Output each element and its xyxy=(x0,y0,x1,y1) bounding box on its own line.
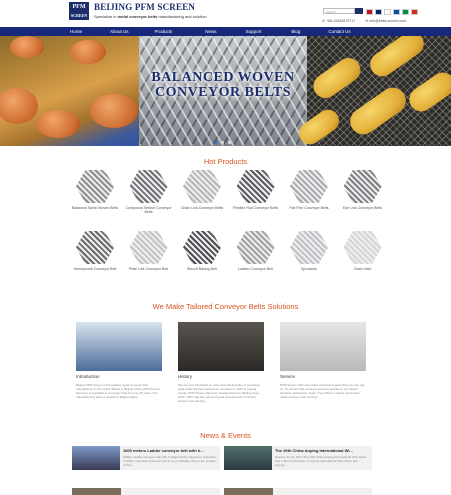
hero-slider[interactable] xyxy=(0,36,451,146)
hero-image-buns xyxy=(0,36,147,146)
product-label[interactable]: Balanced Spiral Woven Belts xyxy=(71,206,119,210)
slider-dots xyxy=(214,141,231,144)
search-button[interactable] xyxy=(355,8,363,14)
balanced-spiral-belt-icon[interactable] xyxy=(76,170,114,203)
hero-image-crackers xyxy=(307,36,451,146)
product-card[interactable] xyxy=(68,231,122,271)
cracker-shape xyxy=(405,68,451,116)
compound-weave-belt-icon[interactable] xyxy=(130,170,168,203)
nav-support[interactable]: Support xyxy=(245,29,262,34)
solution-image[interactable] xyxy=(280,322,366,371)
bun-shape xyxy=(10,36,44,58)
biscuit-baking-belt-icon[interactable] xyxy=(183,231,221,264)
product-card[interactable] xyxy=(68,170,122,210)
news-title: News & Events xyxy=(200,431,251,440)
bun-shape xyxy=(0,88,38,124)
flexible-rod-belt-icon[interactable] xyxy=(237,170,275,203)
slider-dot[interactable] xyxy=(214,141,217,144)
product-card[interactable] xyxy=(282,231,336,271)
eye-link-belt-icon[interactable] xyxy=(344,170,382,203)
flat-flex-belt-icon[interactable] xyxy=(290,170,328,203)
nav-contact-us[interactable]: Contact Us xyxy=(328,29,351,34)
solution-title[interactable]: Service xyxy=(280,374,296,379)
product-card[interactable] xyxy=(122,231,176,271)
company-logo[interactable] xyxy=(69,2,89,20)
language-flag-icon[interactable] xyxy=(393,9,400,15)
hero-banner xyxy=(139,62,307,108)
bun-shape xyxy=(36,110,80,138)
search-input[interactable]: Search xyxy=(323,8,355,14)
solution-card[interactable] xyxy=(178,322,264,403)
solution-card[interactable] xyxy=(280,322,366,399)
product-label[interactable]: Compound Weave Conveyor Belts xyxy=(125,206,172,215)
cracker-shape xyxy=(345,83,411,140)
news-summary: October 22-24, 2020 The 20th China Anping International Wire Mesh Fair I. Brief introduction of Anping International Wire Mesh Fair Anping... xyxy=(274,455,367,467)
product-label[interactable]: Flexible Rod Conveyor Belts xyxy=(232,206,279,210)
solution-title[interactable]: History xyxy=(178,374,193,379)
chain-links-icon[interactable] xyxy=(344,231,382,264)
product-card[interactable] xyxy=(229,170,283,210)
product-label[interactable]: Ladder Conveyor Belt xyxy=(238,267,273,271)
email-link[interactable]: ✉ info@belts-screen.com xyxy=(365,19,407,23)
tagline: Specialize in metal conveyor belts manufacturing and solution xyxy=(94,14,207,19)
product-card[interactable] xyxy=(122,170,176,215)
nav-about-us[interactable]: About Us xyxy=(110,29,129,34)
plate-link-belt-icon[interactable] xyxy=(130,231,168,264)
language-flag-icon[interactable] xyxy=(366,9,373,15)
product-label[interactable]: Honeycomb Conveyor Belt xyxy=(73,267,117,271)
product-label[interactable]: Eye Link Conveyor Belts xyxy=(342,206,383,210)
news-item[interactable] xyxy=(72,446,220,470)
product-label[interactable]: Chain Link Conveyor Belts xyxy=(180,206,224,210)
news-title-link[interactable]: 1000 meters Ladder conveyor belt with Ir... xyxy=(122,448,204,453)
solution-text: PFM Screen offers first class technical support that you can rely on. To ensure that conveyor systems operate to our clients' absolute satisfaction, Team (Yes) offers a variety of premium metal conveyor belt services. xyxy=(280,383,365,399)
product-label[interactable]: Chain links xyxy=(353,267,372,271)
news-thumbnail[interactable] xyxy=(72,446,120,470)
product-card[interactable] xyxy=(175,231,229,271)
site-header xyxy=(0,0,451,27)
solutions-title: We Make Tailored Conveyor Belts Solutions xyxy=(152,302,299,311)
solution-card[interactable] xyxy=(76,322,162,399)
product-card[interactable] xyxy=(229,231,283,271)
bun-shape xyxy=(70,40,106,64)
language-flag-icon[interactable] xyxy=(384,9,391,15)
news-thumbnail[interactable] xyxy=(72,488,121,495)
language-flag-icon[interactable] xyxy=(375,9,382,15)
product-label[interactable]: Flat Flex Conveyor Belts xyxy=(289,206,329,210)
solution-image[interactable] xyxy=(76,322,162,371)
nav-home[interactable]: Home xyxy=(70,29,83,34)
product-card[interactable] xyxy=(282,170,336,210)
slider-dot[interactable] xyxy=(228,141,231,144)
contact-info xyxy=(322,19,406,23)
cracker-shape xyxy=(309,53,365,102)
product-card[interactable] xyxy=(336,231,390,271)
solution-image[interactable] xyxy=(178,322,264,371)
language-flag-icon[interactable] xyxy=(402,9,409,15)
language-flag-icon[interactable] xyxy=(411,9,418,15)
news-item[interactable] xyxy=(224,446,372,470)
slider-dot[interactable] xyxy=(221,141,224,144)
solution-title[interactable]: Introduction xyxy=(76,374,100,379)
product-label[interactable]: Biscuit Baking Belt xyxy=(187,267,217,271)
chain-link-belt-icon[interactable] xyxy=(183,170,221,203)
brand-name: BEIJING PFM SCREEN xyxy=(94,2,196,12)
main-nav xyxy=(0,27,451,36)
hero-title-line1: BALANCED WOVEN xyxy=(151,70,295,85)
solution-text: We are very fond back on more than 20 decades of seamless steel chain link belt experience. Founded in 1997 in Anping county, PFM Screen has been headquartered in Beijing since 2012. 1997 was the period of great development in China's electric and catering. xyxy=(178,383,260,403)
product-card[interactable] xyxy=(175,170,229,210)
bun-shape xyxy=(90,94,138,128)
sprockets-icon[interactable] xyxy=(290,231,328,264)
news-thumbnail[interactable] xyxy=(224,446,272,470)
hero-title-line2: CONVEYOR BELTS xyxy=(154,85,292,100)
solution-text: Beijing PFM Screen is the leading metal conveyor belt manufacturer in the world. Based in Beijing China, PFM Screen has been a specialist in conveyor belts for over 20 years. Our manufacturing plant is located in Beijing Hebei. xyxy=(76,383,161,399)
product-label[interactable]: Sprockets xyxy=(301,267,317,271)
product-card[interactable] xyxy=(336,170,390,210)
news-item[interactable] xyxy=(72,488,220,495)
logo-subtext: SCREEN xyxy=(70,13,88,18)
honeycomb-belt-icon[interactable] xyxy=(76,231,114,264)
nav-products[interactable]: Products xyxy=(154,29,173,34)
nav-blog[interactable]: Blog xyxy=(291,29,301,34)
cracker-shape xyxy=(366,36,429,81)
nav-news[interactable]: News xyxy=(205,29,217,34)
news-title-link[interactable]: The 20th China Anping International Wi... xyxy=(274,448,353,453)
hot-products-title: Hot Products xyxy=(203,157,248,166)
news-summary: 1000m Ladder conveyor belt with Ir shaped links shipped to Colombia In 2020, Colombia customers found us on Alibaba, thus to the problem of this... xyxy=(122,455,217,467)
news-item[interactable] xyxy=(224,488,372,495)
logo-text: PFM xyxy=(72,4,86,10)
product-label[interactable]: Plate Link Conveyor Belt xyxy=(128,267,169,271)
phone-text[interactable]: ✆ +86-15369879717 xyxy=(322,19,356,23)
language-flags xyxy=(366,9,418,13)
ladder-belt-icon[interactable] xyxy=(237,231,275,264)
news-thumbnail[interactable] xyxy=(224,488,273,495)
